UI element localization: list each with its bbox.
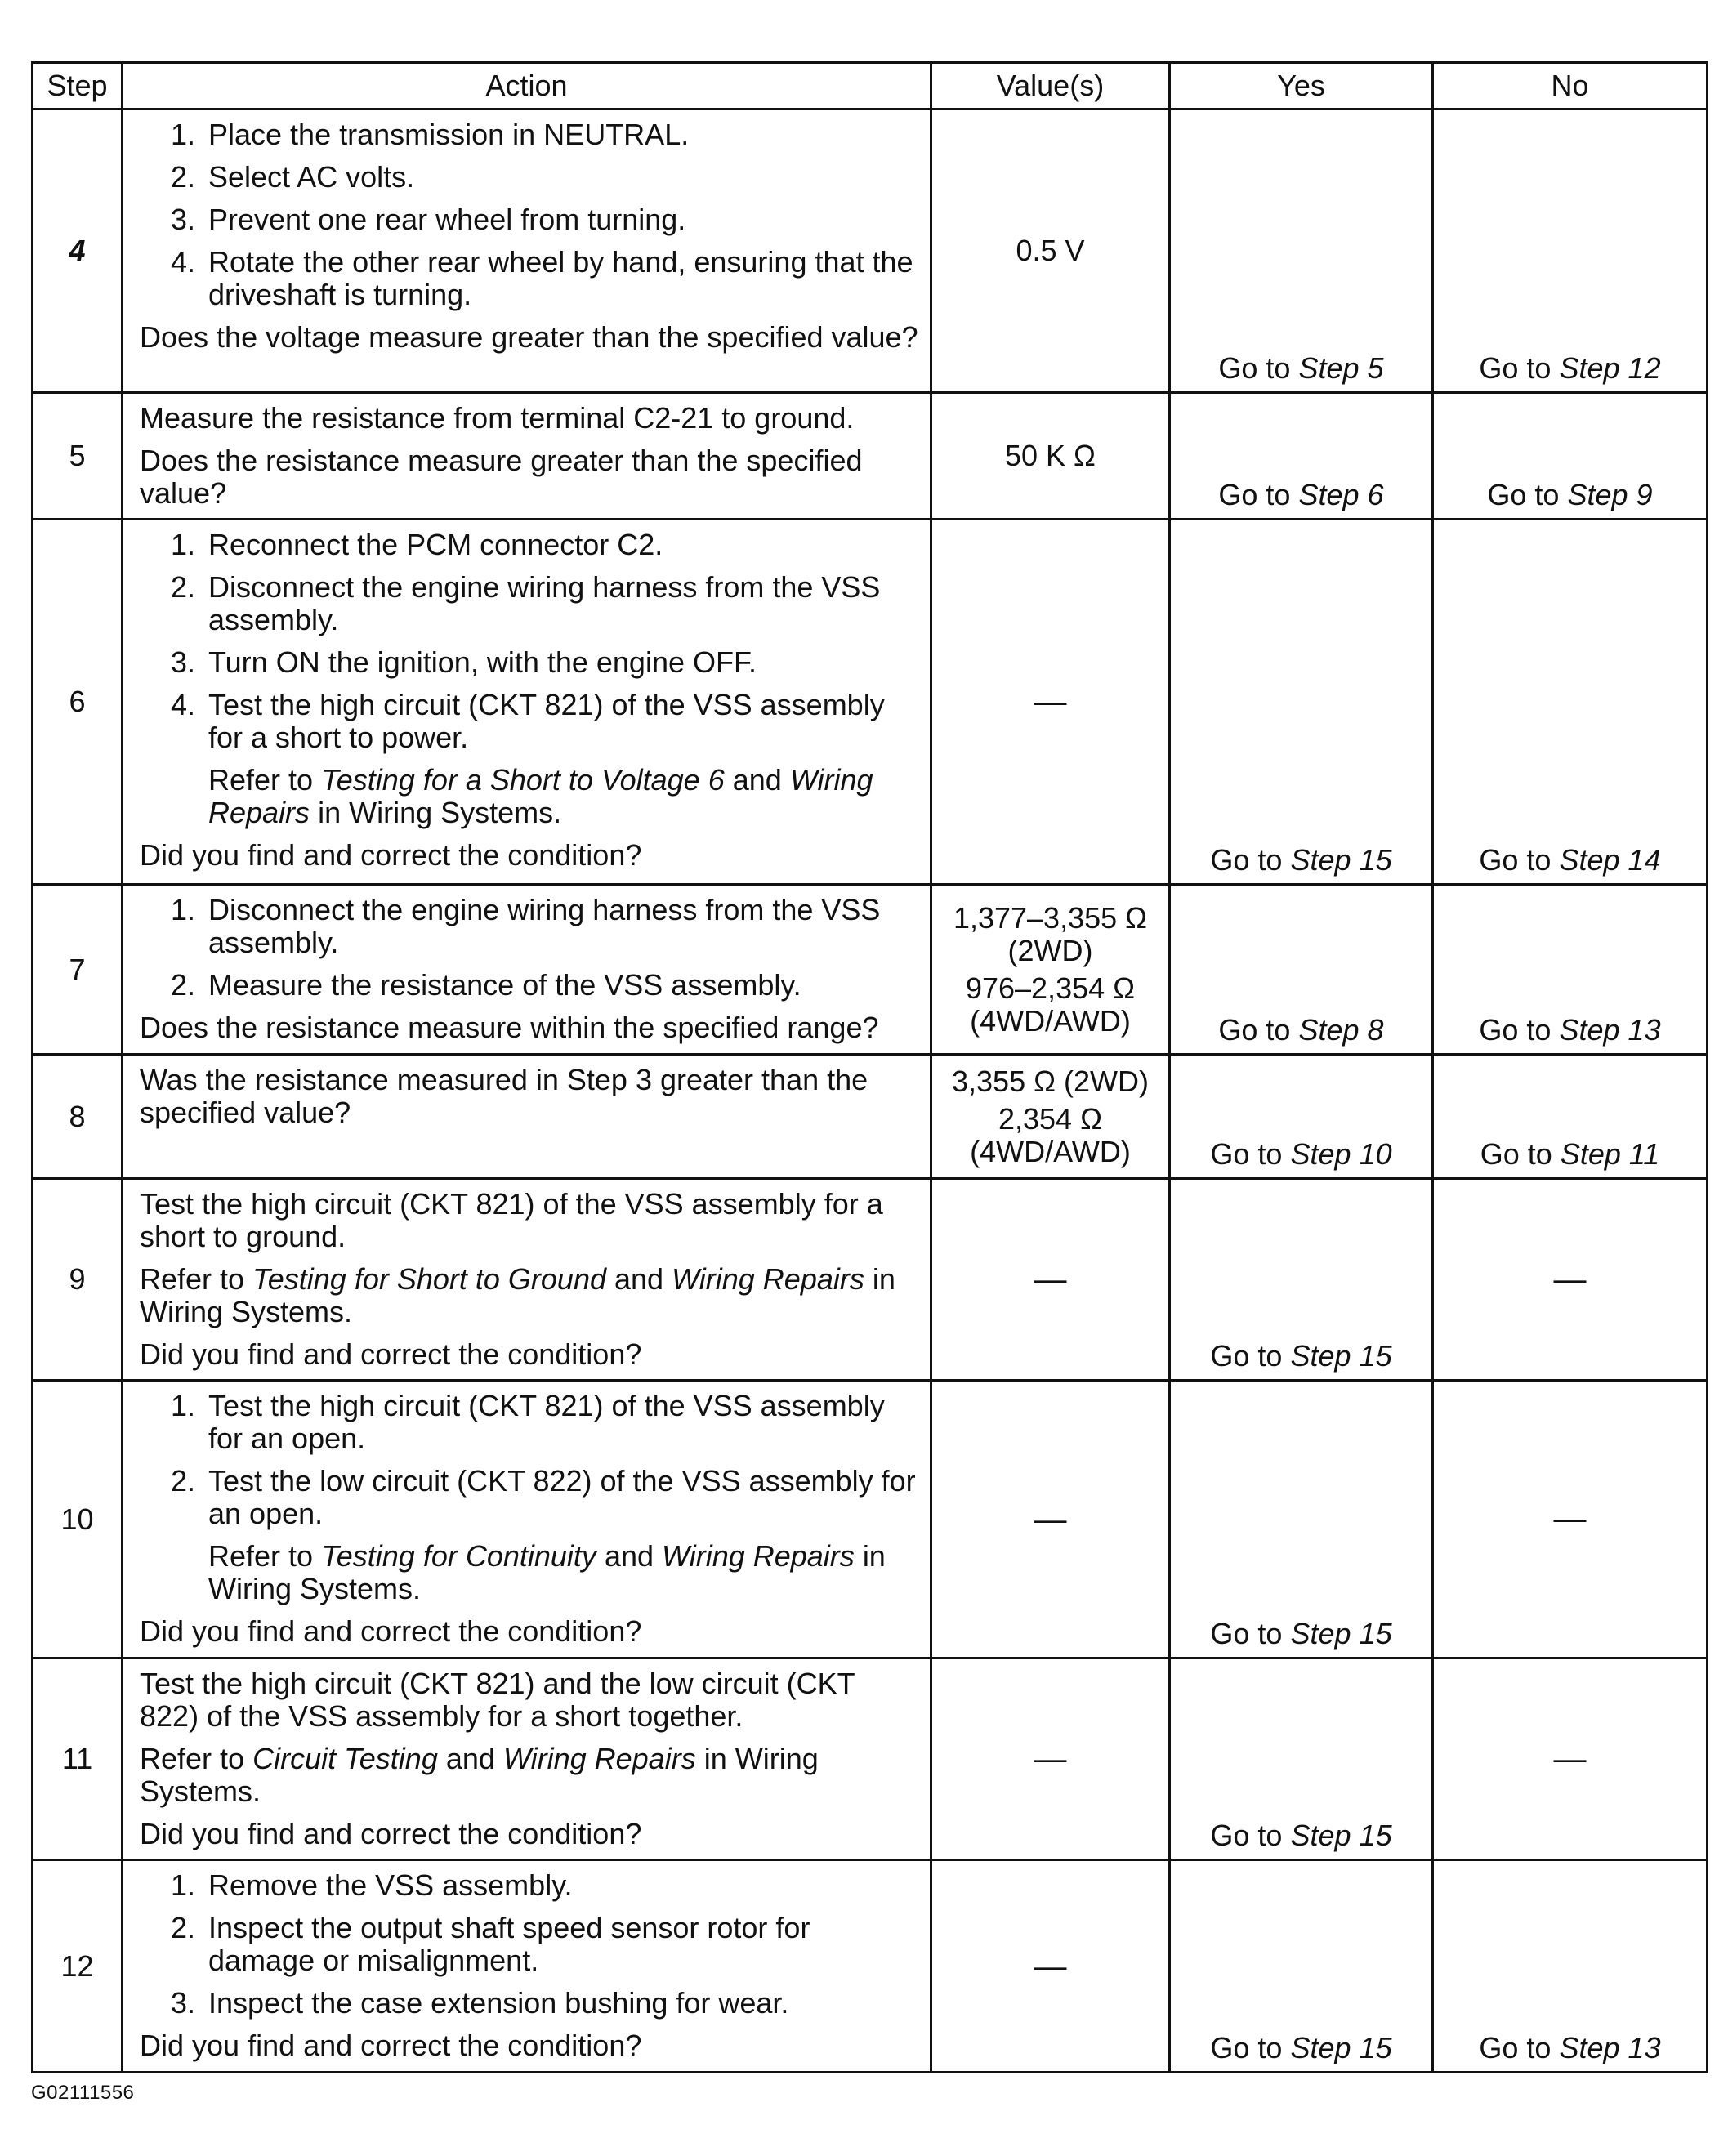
refer-and: and bbox=[732, 763, 782, 797]
yes-cell bbox=[1170, 520, 1433, 885]
no-cell bbox=[1433, 885, 1708, 1055]
refer-lead: Refer to bbox=[140, 1742, 245, 1775]
yes-cell bbox=[1170, 885, 1433, 1055]
no-dash: — bbox=[1553, 1740, 1587, 1777]
value-text: — bbox=[1034, 1741, 1067, 1777]
no-dash: — bbox=[1553, 1261, 1587, 1297]
goto-step-link[interactable]: Step 9 bbox=[1567, 478, 1653, 511]
value-text: 50 K Ω bbox=[1005, 439, 1096, 472]
action-item: 4. Rotate the other rear wheel by hand, ensuring that the driveshaft is turning. bbox=[203, 246, 918, 311]
refer-note bbox=[208, 1540, 918, 1605]
table-row-step-7 bbox=[33, 885, 1708, 1055]
goto-step-link[interactable]: Step 14 bbox=[1559, 843, 1661, 877]
goto-prefix: Go to bbox=[1479, 843, 1552, 877]
goto-prefix: Go to bbox=[1479, 1013, 1552, 1047]
refer-link[interactable]: Wiring Repairs bbox=[672, 1262, 864, 1296]
action-item: 1. Test the high circuit (CKT 821) of the VSS assembly for an open. bbox=[203, 1390, 918, 1455]
step-number: 5 bbox=[33, 393, 123, 520]
action-item bbox=[203, 689, 918, 829]
step-number: 10 bbox=[33, 1381, 123, 1658]
header-step: Step bbox=[33, 63, 123, 109]
goto-step-link[interactable]: Step 8 bbox=[1298, 1013, 1384, 1047]
action-item: 1. Reconnect the PCM connector C2. bbox=[203, 529, 918, 561]
action-item: 3. Inspect the case extension bushing for wear. bbox=[203, 1987, 918, 2020]
action-cell bbox=[123, 109, 931, 393]
action-item: 2. Disconnect the engine wiring harness from the VSS assembly. bbox=[203, 571, 918, 636]
goto-prefix: Go to bbox=[1210, 1339, 1283, 1373]
table-row-step-6 bbox=[33, 520, 1708, 885]
goto-step-link[interactable]: Step 6 bbox=[1298, 478, 1384, 511]
action-list bbox=[140, 1869, 918, 2020]
action-item-text: Test the low circuit (CKT 822) of the VSS assembly for an open. bbox=[208, 1464, 916, 1530]
value-cell bbox=[931, 109, 1170, 393]
step-number: 8 bbox=[33, 1055, 123, 1179]
value-text: — bbox=[1034, 1261, 1067, 1297]
goto-prefix: Go to bbox=[1480, 1137, 1552, 1171]
refer-tail: in Wiring Systems. bbox=[140, 1262, 895, 1328]
refer-link[interactable]: Testing for a Short to Voltage 6 bbox=[321, 763, 725, 797]
goto-step-link[interactable]: Step 13 bbox=[1559, 2031, 1661, 2064]
action-text: Measure the resistance from terminal C2-21 to ground. bbox=[140, 401, 855, 435]
goto-prefix: Go to bbox=[1210, 843, 1283, 877]
figure-id: G02111556 bbox=[31, 2082, 135, 2104]
goto-step-link[interactable]: Step 15 bbox=[1290, 843, 1392, 877]
action-text: Was the resistance measured in Step 3 greater than the specified value? bbox=[140, 1063, 868, 1129]
goto-step-link[interactable]: Step 11 bbox=[1560, 1137, 1660, 1171]
header-yes: Yes bbox=[1170, 63, 1433, 109]
value-cell bbox=[931, 1179, 1170, 1381]
action-list bbox=[140, 118, 918, 311]
action-cell bbox=[123, 1658, 931, 1860]
action-question: Did you find and correct the condition? bbox=[140, 1337, 642, 1371]
table-row-step-10 bbox=[33, 1381, 1708, 1658]
action-item bbox=[203, 1465, 918, 1605]
goto-prefix: Go to bbox=[1479, 351, 1552, 385]
action-item: 1. Place the transmission in NEUTRAL. bbox=[203, 118, 918, 151]
refer-link[interactable]: Testing for Continuity bbox=[321, 1539, 596, 1573]
step-number: 6 bbox=[33, 520, 123, 885]
action-item: 3. Prevent one rear wheel from turning. bbox=[203, 203, 918, 236]
no-cell bbox=[1433, 109, 1708, 393]
step-number: 4 bbox=[33, 109, 123, 393]
action-item: 2. Measure the resistance of the VSS assembly. bbox=[203, 969, 918, 1002]
yes-cell bbox=[1170, 1860, 1433, 2073]
header-row bbox=[33, 63, 1708, 109]
action-list bbox=[140, 894, 918, 1002]
action-cell bbox=[123, 1179, 931, 1381]
refer-note bbox=[140, 1743, 918, 1808]
no-cell bbox=[1433, 1381, 1708, 1658]
table-row-step-9 bbox=[33, 1179, 1708, 1381]
step-number: 12 bbox=[33, 1860, 123, 2073]
action-question: Did you find and correct the condition? bbox=[140, 1614, 642, 1648]
value-cell bbox=[931, 1658, 1170, 1860]
no-cell bbox=[1433, 520, 1708, 885]
goto-step-link[interactable]: Step 13 bbox=[1559, 1013, 1661, 1047]
goto-prefix: Go to bbox=[1210, 1137, 1283, 1171]
value-cell bbox=[931, 885, 1170, 1055]
action-list bbox=[140, 1390, 918, 1605]
goto-prefix: Go to bbox=[1218, 478, 1291, 511]
value-cell bbox=[931, 1381, 1170, 1658]
header-values: Value(s) bbox=[931, 63, 1170, 109]
header-no: No bbox=[1433, 63, 1708, 109]
action-question: Did you find and correct the condition? bbox=[140, 2029, 642, 2062]
action-list bbox=[140, 529, 918, 829]
step-number: 9 bbox=[33, 1179, 123, 1381]
goto-step-link[interactable]: Step 5 bbox=[1298, 351, 1384, 385]
no-cell bbox=[1433, 1179, 1708, 1381]
action-question: Does the resistance measure within the specified range? bbox=[140, 1011, 879, 1044]
action-cell bbox=[123, 520, 931, 885]
goto-step-link[interactable]: Step 10 bbox=[1290, 1137, 1392, 1171]
action-cell bbox=[123, 885, 931, 1055]
value-text: 3,355 Ω (2WD) bbox=[952, 1064, 1149, 1098]
refer-link[interactable]: Wiring Repairs bbox=[662, 1539, 855, 1573]
header-action: Action bbox=[123, 63, 931, 109]
action-item: 2. Select AC volts. bbox=[203, 161, 918, 194]
value-cell bbox=[931, 1055, 1170, 1179]
action-text: Test the high circuit (CKT 821) and the low circuit (CKT 822) of the VSS assembly for a short together. bbox=[140, 1667, 855, 1733]
yes-cell bbox=[1170, 1658, 1433, 1860]
goto-prefix: Go to bbox=[1210, 2031, 1283, 2064]
no-cell bbox=[1433, 1658, 1708, 1860]
refer-note bbox=[140, 1263, 918, 1328]
action-cell bbox=[123, 1055, 931, 1179]
action-item-text: Test the high circuit (CKT 821) of the VSS assembly for a short to power. bbox=[208, 688, 885, 754]
value-cell bbox=[931, 1860, 1170, 2073]
yes-cell bbox=[1170, 1179, 1433, 1381]
table-row-step-5 bbox=[33, 393, 1708, 520]
action-question: Did you find and correct the condition? bbox=[140, 838, 642, 872]
no-cell bbox=[1433, 1055, 1708, 1179]
value-cell bbox=[931, 520, 1170, 885]
action-text: Test the high circuit (CKT 821) of the VSS assembly for a short to ground. bbox=[140, 1187, 883, 1253]
action-item: 3. Turn ON the ignition, with the engine OFF. bbox=[203, 646, 918, 679]
goto-prefix: Go to bbox=[1479, 2031, 1552, 2064]
goto-step-link[interactable]: Step 15 bbox=[1290, 1819, 1392, 1852]
yes-cell bbox=[1170, 1381, 1433, 1658]
refer-link[interactable]: Circuit Testing bbox=[252, 1742, 438, 1775]
table-row-step-11 bbox=[33, 1658, 1708, 1860]
goto-step-link[interactable]: Step 12 bbox=[1559, 351, 1661, 385]
refer-link[interactable]: Wiring Repairs bbox=[208, 763, 873, 829]
value-text: — bbox=[1034, 1948, 1067, 1984]
refer-tail: in Wiring Systems. bbox=[140, 1742, 819, 1808]
yes-cell bbox=[1170, 1055, 1433, 1179]
action-question: Does the resistance measure greater than the specified value? bbox=[140, 444, 863, 510]
no-cell bbox=[1433, 1860, 1708, 2073]
step-number: 11 bbox=[33, 1658, 123, 1860]
step-number: 7 bbox=[33, 885, 123, 1055]
value-text: 2,354 Ω (4WD/AWD) bbox=[970, 1101, 1131, 1168]
action-cell bbox=[123, 1860, 931, 2073]
diagnostic-table bbox=[31, 61, 1708, 2073]
value-text: 0.5 V bbox=[1016, 234, 1085, 267]
refer-note bbox=[208, 764, 918, 829]
table-row-step-12 bbox=[33, 1860, 1708, 2073]
refer-lead: Refer to bbox=[208, 1539, 314, 1573]
goto-step-link[interactable]: Step 15 bbox=[1290, 1339, 1392, 1373]
action-question: Does the voltage measure greater than the specified value? bbox=[140, 320, 918, 354]
value-text: — bbox=[1034, 684, 1067, 720]
table-row-step-4 bbox=[33, 109, 1708, 393]
action-item: 2. Inspect the output shaft speed sensor rotor for damage or misalignment. bbox=[203, 1912, 918, 1977]
value-text: 1,377–3,355 Ω (2WD) bbox=[953, 900, 1148, 967]
refer-and: and bbox=[614, 1262, 664, 1296]
refer-lead: Refer to bbox=[140, 1262, 245, 1296]
value-cell bbox=[931, 393, 1170, 520]
action-cell bbox=[123, 1381, 931, 1658]
goto-step-link[interactable]: Step 15 bbox=[1290, 2031, 1392, 2064]
refer-link[interactable]: Testing for Short to Ground bbox=[252, 1262, 606, 1296]
refer-tail: in Wiring Systems. bbox=[208, 1539, 886, 1605]
no-dash: — bbox=[1553, 1501, 1587, 1537]
no-cell bbox=[1433, 393, 1708, 520]
refer-lead: Refer to bbox=[208, 763, 314, 797]
action-item: 1. Remove the VSS assembly. bbox=[203, 1869, 918, 1902]
value-text: — bbox=[1034, 1501, 1067, 1538]
goto-step-link[interactable]: Step 15 bbox=[1290, 1617, 1392, 1650]
action-cell bbox=[123, 393, 931, 520]
goto-prefix: Go to bbox=[1218, 1013, 1291, 1047]
refer-and: and bbox=[604, 1539, 654, 1573]
goto-prefix: Go to bbox=[1210, 1819, 1283, 1852]
goto-prefix: Go to bbox=[1210, 1617, 1283, 1650]
goto-prefix: Go to bbox=[1218, 351, 1291, 385]
yes-cell bbox=[1170, 393, 1433, 520]
action-question: Did you find and correct the condition? bbox=[140, 1817, 642, 1850]
yes-cell bbox=[1170, 109, 1433, 393]
refer-and: and bbox=[445, 1742, 495, 1775]
table-row-step-8 bbox=[33, 1055, 1708, 1179]
goto-prefix: Go to bbox=[1487, 478, 1560, 511]
refer-tail: in Wiring Systems. bbox=[318, 796, 562, 829]
refer-link[interactable]: Wiring Repairs bbox=[502, 1742, 696, 1775]
value-text: 976–2,354 Ω (4WD/AWD) bbox=[965, 971, 1136, 1038]
action-item: 1. Disconnect the engine wiring harness from the VSS assembly. bbox=[203, 894, 918, 959]
